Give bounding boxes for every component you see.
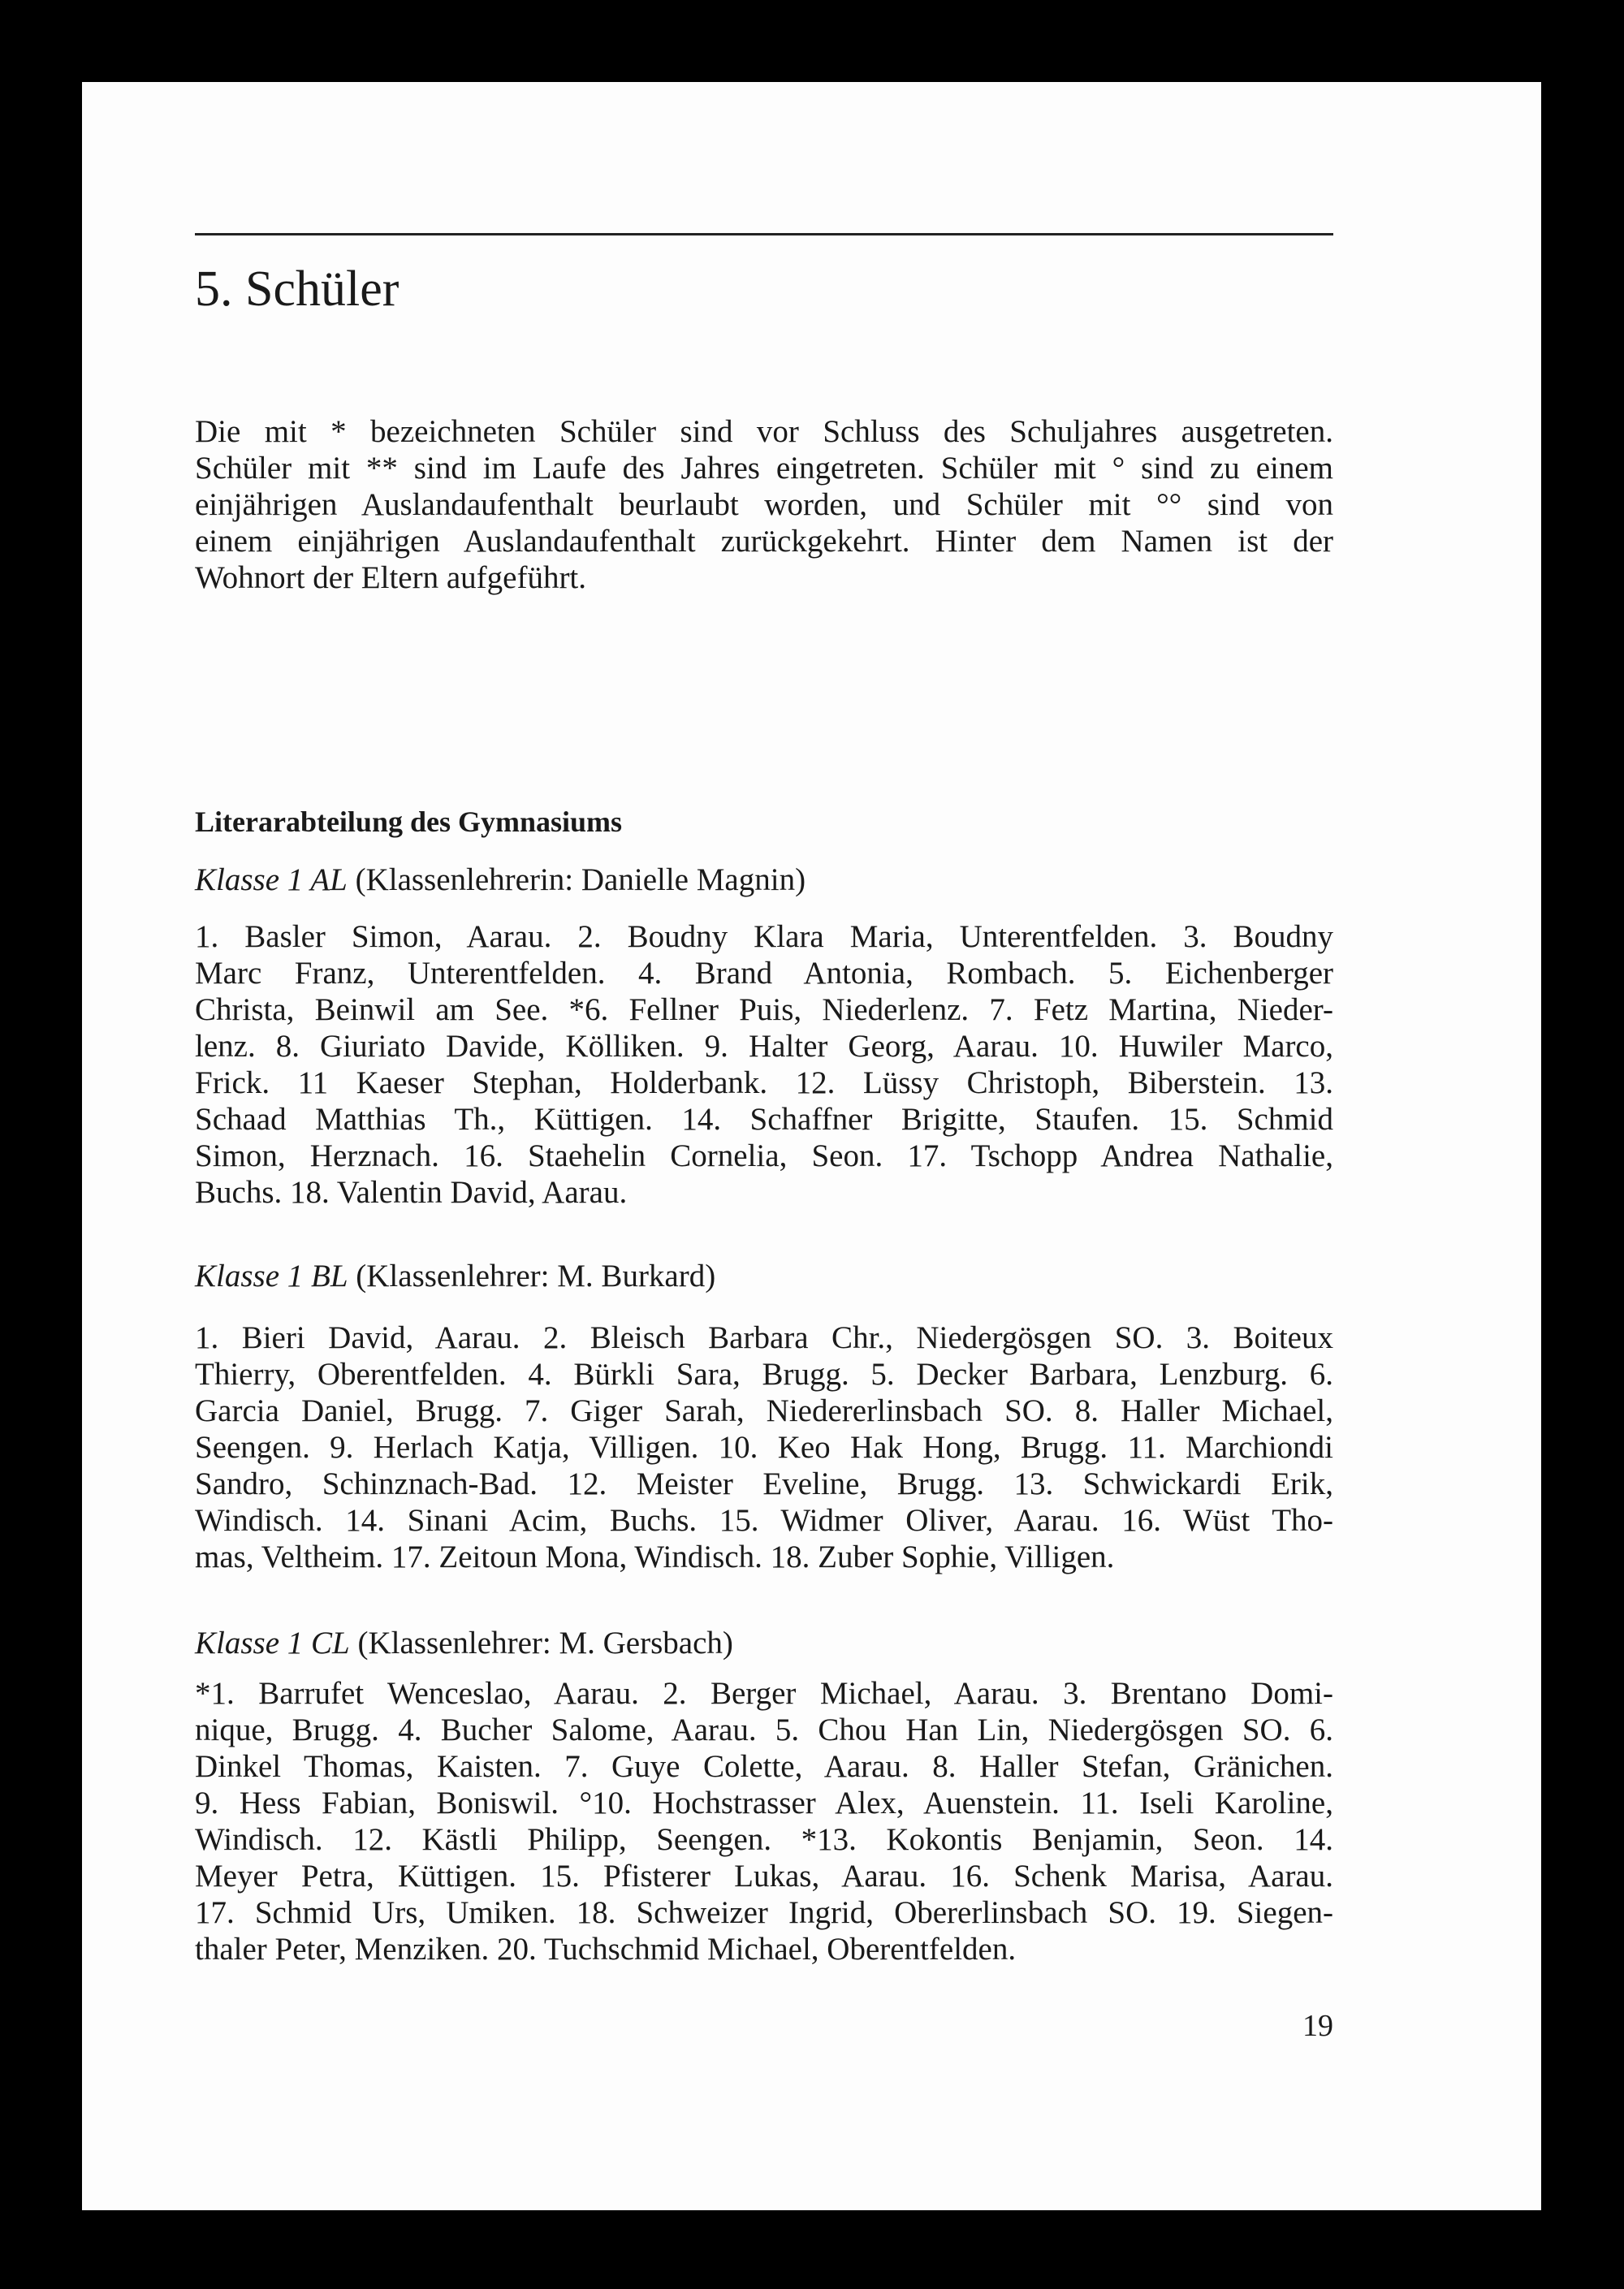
text-line: einem einjährigen Auslandaufenthalt zurückgekehrt. Hinter dem Namen ist der: [195, 524, 1333, 559]
text-line: Die mit * bezeichneten Schüler sind vor Schluss des Schuljahres ausgetreten.: [195, 414, 1333, 449]
text-line: lenz. 8. Giuriato Davide, Kölliken. 9. Halter Georg, Aarau. 10. Huwiler Marco,: [195, 1029, 1333, 1064]
class-heading-1bl: [195, 1258, 715, 1294]
intro-paragraph: [195, 413, 1333, 596]
text-line: *1. Barrufet Wenceslao, Aarau. 2. Berger Michael, Aarau. 3. Brentano Domi-: [195, 1676, 1333, 1711]
text-line: nique, Brugg. 4. Bucher Salome, Aarau. 5. Chou Han Lin, Niedergösgen SO. 6.: [195, 1712, 1333, 1747]
text-line: Dinkel Thomas, Kaisten. 7. Guye Colette, Aarau. 8. Haller Stefan, Gränichen.: [195, 1749, 1333, 1784]
page-number: 19: [1302, 2009, 1333, 2043]
class-name: Klasse 1 AL: [195, 862, 348, 897]
text-line: Schaad Matthias Th., Küttigen. 14. Schaffner Brigitte, Staufen. 15. Schmid: [195, 1102, 1333, 1137]
text-line: Garcia Daniel, Brugg. 7. Giger Sarah, Niedererlinsbach SO. 8. Haller Michael,: [195, 1393, 1333, 1428]
text-line: Meyer Petra, Küttigen. 15. Pfisterer Lukas, Aarau. 16. Schenk Marisa, Aarau.: [195, 1859, 1333, 1894]
text-line: Marc Franz, Unterentfelden. 4. Brand Antonia, Rombach. 5. Eichenberger: [195, 956, 1333, 991]
text-line: 9. Hess Fabian, Boniswil. °10. Hochstrasser Alex, Auenstein. 11. Iseli Karoline,: [195, 1786, 1333, 1820]
text-line: 17. Schmid Urs, Umiken. 18. Schweizer Ingrid, Obererlinsbach SO. 19. Siegen-: [195, 1895, 1333, 1930]
text-line: mas, Veltheim. 17. Zeitoun Mona, Windisch. 18. Zuber Sophie, Villigen.: [195, 1540, 1115, 1574]
text-line: thaler Peter, Menziken. 20. Tuchschmid Michael, Oberentfelden.: [195, 1932, 1017, 1967]
text-line: Windisch. 12. Kästli Philipp, Seengen. *13. Kokontis Benjamin, Seon. 14.: [195, 1822, 1333, 1857]
document-page: [82, 82, 1541, 2210]
text-line: Schüler mit ** sind im Laufe des Jahres eingetreten. Schüler mit ° sind zu einem: [195, 451, 1333, 486]
text-line: Wohnort der Eltern aufgeführt.: [195, 560, 587, 595]
text-line: Simon, Herznach. 16. Staehelin Cornelia, Seon. 17. Tschopp Andrea Nathalie,: [195, 1138, 1333, 1173]
class-list-1bl: [195, 1319, 1333, 1575]
text-line: Christa, Beinwil am See. *6. Fellner Puis, Niederlenz. 7. Fetz Martina, Nieder-: [195, 992, 1333, 1027]
chapter-title: 5. Schüler: [195, 261, 400, 317]
class-heading-1cl: [195, 1625, 733, 1661]
text-line: Windisch. 14. Sinani Acim, Buchs. 15. Widmer Oliver, Aarau. 16. Wüst Tho-: [195, 1503, 1333, 1538]
text-line: Sandro, Schinznach-Bad. 12. Meister Eveline, Brugg. 13. Schwickardi Erik,: [195, 1466, 1333, 1501]
text-line: 1. Basler Simon, Aarau. 2. Boudny Klara Maria, Unterentfelden. 3. Boudny: [195, 919, 1333, 954]
text-line: Thierry, Oberentfelden. 4. Bürkli Sara, Brugg. 5. Decker Barbara, Lenzburg. 6.: [195, 1357, 1333, 1392]
heading-rule: [195, 233, 1333, 235]
text-line: einjährigen Auslandaufenthalt beurlaubt worden, und Schüler mit °° sind von: [195, 487, 1333, 522]
text-line: 1. Bieri David, Aarau. 2. Bleisch Barbara Chr., Niedergösgen SO. 3. Boiteux: [195, 1320, 1333, 1355]
class-teacher: (Klassenlehrerin: Danielle Magnin): [347, 862, 806, 897]
class-teacher: (Klassenlehrer: M. Gersbach): [349, 1626, 733, 1661]
class-list-1cl: [195, 1675, 1333, 1967]
class-heading-1al: [195, 862, 806, 898]
class-name: Klasse 1 BL: [195, 1259, 348, 1294]
text-line: Buchs. 18. Valentin David, Aarau.: [195, 1175, 628, 1210]
class-teacher: (Klassenlehrer: M. Burkard): [348, 1259, 716, 1294]
section-heading: Literarabteilung des Gymnasiums: [195, 805, 623, 838]
text-line: Seengen. 9. Herlach Katja, Villigen. 10. Keo Hak Hong, Brugg. 11. Marchiondi: [195, 1430, 1333, 1465]
class-name: Klasse 1 CL: [195, 1626, 350, 1661]
class-list-1al: [195, 918, 1333, 1211]
text-line: Frick. 11 Kaeser Stephan, Holderbank. 12. Lüssy Christoph, Biberstein. 13.: [195, 1065, 1333, 1100]
